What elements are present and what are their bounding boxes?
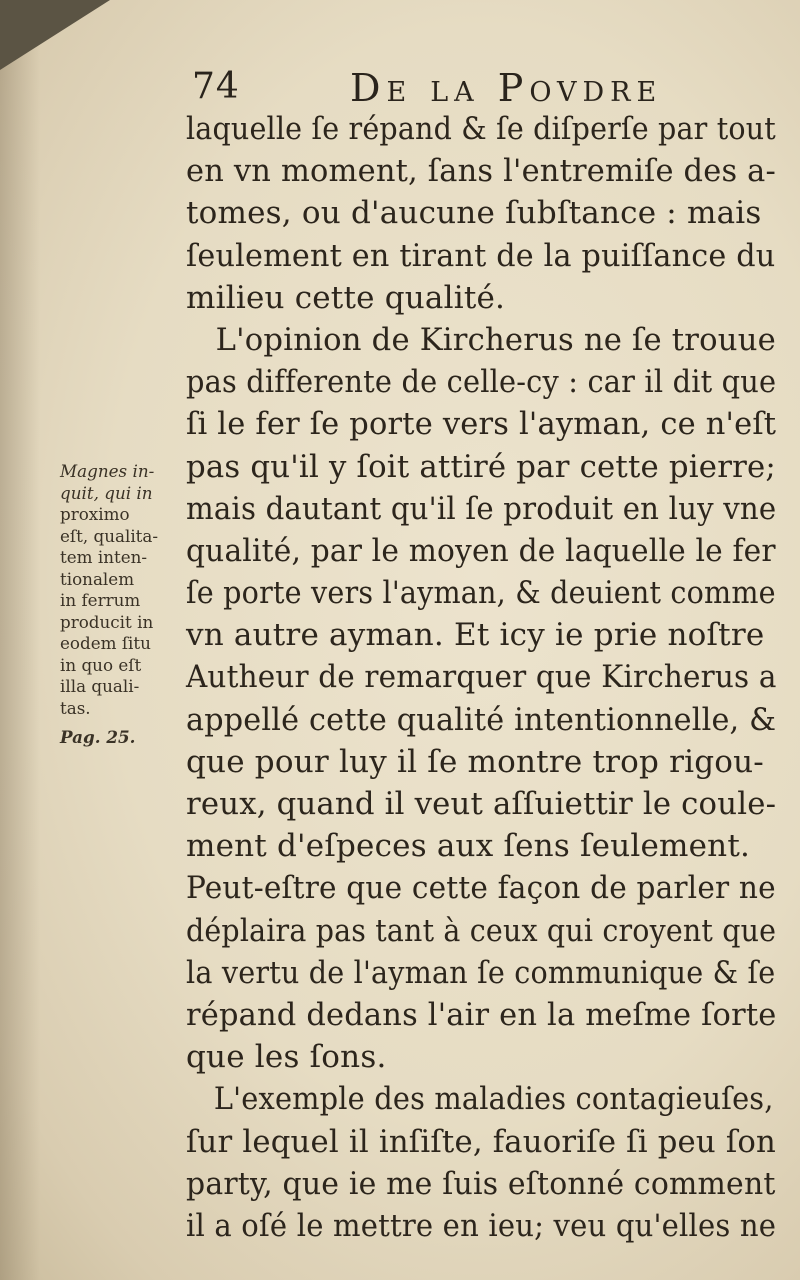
margin-line: tem inten- bbox=[60, 548, 148, 568]
margin-line: in ferrum bbox=[60, 591, 141, 611]
text-line: pas differente de celle-cy : car il dit que bbox=[186, 364, 777, 401]
text-line: Autheur de remarquer que Kircherus a bbox=[186, 659, 777, 696]
text-line: appellé cette qualité intentionnelle, & bbox=[186, 701, 777, 738]
marginal-note bbox=[60, 462, 190, 750]
text-line: tomes, ou d'aucune ſubſtance : mais bbox=[186, 195, 762, 232]
text-line: que pour luy il ſe montre trop rigou- bbox=[186, 743, 764, 780]
text-line: ment d'eſpeces aux ſens ſeulement. bbox=[186, 828, 751, 865]
page-header bbox=[192, 66, 772, 114]
text-line: en vn moment, ſans l'entremiſe des a- bbox=[186, 153, 776, 190]
margin-line: proximo bbox=[60, 505, 130, 525]
page-number: 74 bbox=[192, 66, 240, 107]
margin-line: in quo eſt bbox=[60, 655, 142, 676]
text-line: ſur lequel il inſiſte, fauoriſe ſi peu ſon bbox=[186, 1123, 777, 1160]
paragraph-start-line: L'opinion de Kircherus ne ſe trouue bbox=[215, 321, 776, 358]
text-line: milieu cette qualité. bbox=[186, 279, 506, 316]
folded-corner bbox=[0, 0, 110, 70]
text-line: ſe porte vers l'ayman, & deuient comme bbox=[186, 575, 776, 612]
text-line: il a oſé le mettre en ieu; veu qu'elles ne bbox=[186, 1207, 777, 1244]
text-line: laquelle ſe répand & ſe diſperſe par tout bbox=[186, 111, 776, 147]
margin-line: illa quali- bbox=[60, 677, 140, 697]
margin-page-reference: Pag. 25. bbox=[60, 728, 136, 748]
text-line: la vertu de l'ayman ſe communique & ſe bbox=[186, 954, 776, 991]
margin-line: producit in bbox=[60, 612, 154, 633]
text-line: ſeulement en tirant de la puiſſance du bbox=[186, 237, 776, 274]
text-line: ſi le fer ſe porte vers l'ayman, ce n'eſt bbox=[186, 406, 777, 443]
text-line: reux, quand il veut aſſuiettir le coule- bbox=[186, 786, 777, 822]
text-line: répand dedans l'air en la meſme ſorte bbox=[186, 996, 777, 1033]
margin-line: tas. bbox=[60, 698, 91, 719]
text-line: qualité, par le moyen de laquelle le fer bbox=[186, 532, 776, 569]
margin-line: eodem ſitu bbox=[60, 634, 151, 654]
margin-line: quit, qui in bbox=[60, 483, 153, 504]
text-line: déplaira pas tant à ceux qui croyent que bbox=[186, 912, 777, 949]
running-title: De la Povdre bbox=[350, 66, 663, 110]
text-line: que les ſons. bbox=[186, 1039, 387, 1076]
text-line: Peut-eſtre que cette façon de parler ne bbox=[186, 870, 776, 907]
margin-line: eſt, qualita- bbox=[60, 526, 159, 547]
text-line: mais dautant qu'il ſe produit en luy vne bbox=[186, 490, 777, 527]
margin-line: tionalem bbox=[60, 569, 135, 590]
page-edge-shadow bbox=[0, 0, 40, 1280]
text-line: pas qu'il y ſoit attiré par cette pierre; bbox=[186, 448, 776, 485]
paragraph-start-line: L'exemple des maladies contagieuſes, bbox=[213, 1081, 774, 1118]
text-line: vn autre ayman. Et icy ie prie noſtre bbox=[186, 617, 765, 654]
margin-line: Magnes in- bbox=[60, 462, 155, 482]
text-line: party, que ie me ſuis eſtonné comment bbox=[186, 1165, 776, 1202]
main-text-block bbox=[186, 108, 776, 1247]
